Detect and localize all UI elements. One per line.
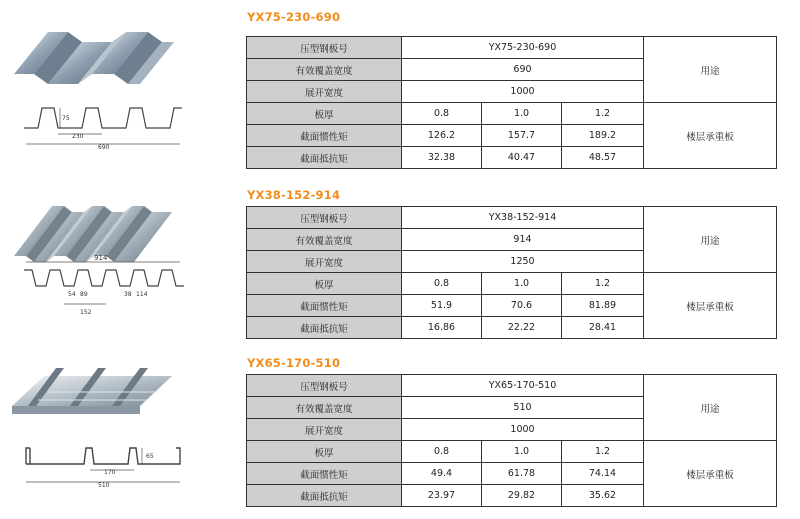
table-cell: 74.14 — [562, 463, 644, 485]
usage-label: 用途 — [644, 375, 777, 441]
width-label: 有效覆盖宽度 — [247, 59, 402, 81]
spec-table — [246, 36, 777, 169]
table-cell: 51.9 — [402, 295, 482, 317]
table-cell: 22.22 — [482, 317, 562, 339]
dim-width: 510 — [98, 482, 110, 489]
thickness-label: 板厚 — [247, 441, 402, 463]
model-label: 压型钢板号 — [247, 375, 402, 397]
dim-top: 89 — [80, 291, 88, 298]
product-title: YX75-230-690 — [247, 10, 341, 24]
dim-pitch: 230 — [72, 133, 84, 140]
unfold-label: 展开宽度 — [247, 81, 402, 103]
table-cell: 1.2 — [562, 273, 644, 295]
product-title: YX38-152-914 — [247, 188, 341, 202]
dim-pitch: 170 — [104, 469, 116, 476]
usage-value: 楼层承重板 — [644, 441, 777, 507]
usage-label: 用途 — [644, 207, 777, 273]
model-label: 压型钢板号 — [247, 207, 402, 229]
dim-width: 914 — [94, 254, 108, 262]
model-value: YX75-230-690 — [402, 37, 644, 59]
table-cell: 23.97 — [402, 485, 482, 507]
usage-value: 楼层承重板 — [644, 273, 777, 339]
steel-deck-photo — [8, 22, 176, 88]
table-cell: 16.86 — [402, 317, 482, 339]
inertia-label: 截面惯性矩 — [247, 125, 402, 147]
table-row — [247, 273, 777, 295]
table-row — [247, 375, 777, 397]
product-title: YX65-170-510 — [247, 356, 341, 370]
width-value: 914 — [402, 229, 644, 251]
table-row — [247, 441, 777, 463]
width-value: 510 — [402, 397, 644, 419]
unfold-value: 1250 — [402, 251, 644, 273]
table-row — [247, 37, 777, 59]
table-cell: 81.89 — [562, 295, 644, 317]
unfold-label: 展开宽度 — [247, 251, 402, 273]
table-cell: 70.6 — [482, 295, 562, 317]
inertia-label: 截面惯性矩 — [247, 295, 402, 317]
table-row — [247, 103, 777, 125]
dim-flange: 114 — [136, 291, 148, 298]
modulus-label: 截面抵抗矩 — [247, 317, 402, 339]
usage-value: 楼层承重板 — [644, 103, 777, 169]
table-row — [247, 207, 777, 229]
section-profile-drawing — [20, 254, 188, 322]
table-cell: 28.41 — [562, 317, 644, 339]
table-cell: 1.0 — [482, 273, 562, 295]
unfold-value: 1000 — [402, 81, 644, 103]
table-cell: 0.8 — [402, 273, 482, 295]
table-cell: 35.62 — [562, 485, 644, 507]
table-cell: 40.47 — [482, 147, 562, 169]
thickness-label: 板厚 — [247, 103, 402, 125]
table-cell: 157.7 — [482, 125, 562, 147]
table-cell: 49.4 — [402, 463, 482, 485]
table-cell: 32.38 — [402, 147, 482, 169]
table-cell: 1.2 — [562, 441, 644, 463]
table-cell: 0.8 — [402, 103, 482, 125]
table-cell: 0.8 — [402, 441, 482, 463]
dim-height: 38 — [124, 291, 132, 298]
spec-table — [246, 374, 777, 507]
table-cell: 61.78 — [482, 463, 562, 485]
modulus-label: 截面抵抗矩 — [247, 147, 402, 169]
section-profile-drawing — [20, 98, 188, 150]
dim-pitch: 152 — [80, 309, 92, 316]
table-cell: 126.2 — [402, 125, 482, 147]
dim-width: 690 — [98, 144, 110, 150]
thickness-label: 板厚 — [247, 273, 402, 295]
spec-table — [246, 206, 777, 339]
model-value: YX65-170-510 — [402, 375, 644, 397]
width-label: 有效覆盖宽度 — [247, 397, 402, 419]
table-cell: 1.0 — [482, 103, 562, 125]
table-cell: 29.82 — [482, 485, 562, 507]
width-label: 有效覆盖宽度 — [247, 229, 402, 251]
model-label: 压型钢板号 — [247, 37, 402, 59]
section-profile-drawing — [20, 434, 188, 490]
model-value: YX38-152-914 — [402, 207, 644, 229]
unfold-value: 1000 — [402, 419, 644, 441]
table-cell: 189.2 — [562, 125, 644, 147]
steel-deck-photo — [8, 356, 176, 422]
unfold-label: 展开宽度 — [247, 419, 402, 441]
dim-bottom: 54 — [68, 291, 76, 298]
table-cell: 48.57 — [562, 147, 644, 169]
dim-height: 75 — [62, 115, 70, 122]
inertia-label: 截面惯性矩 — [247, 463, 402, 485]
dim-height: 65 — [146, 453, 154, 460]
table-cell: 1.0 — [482, 441, 562, 463]
modulus-label: 截面抵抗矩 — [247, 485, 402, 507]
usage-label: 用途 — [644, 37, 777, 103]
width-value: 690 — [402, 59, 644, 81]
table-cell: 1.2 — [562, 103, 644, 125]
